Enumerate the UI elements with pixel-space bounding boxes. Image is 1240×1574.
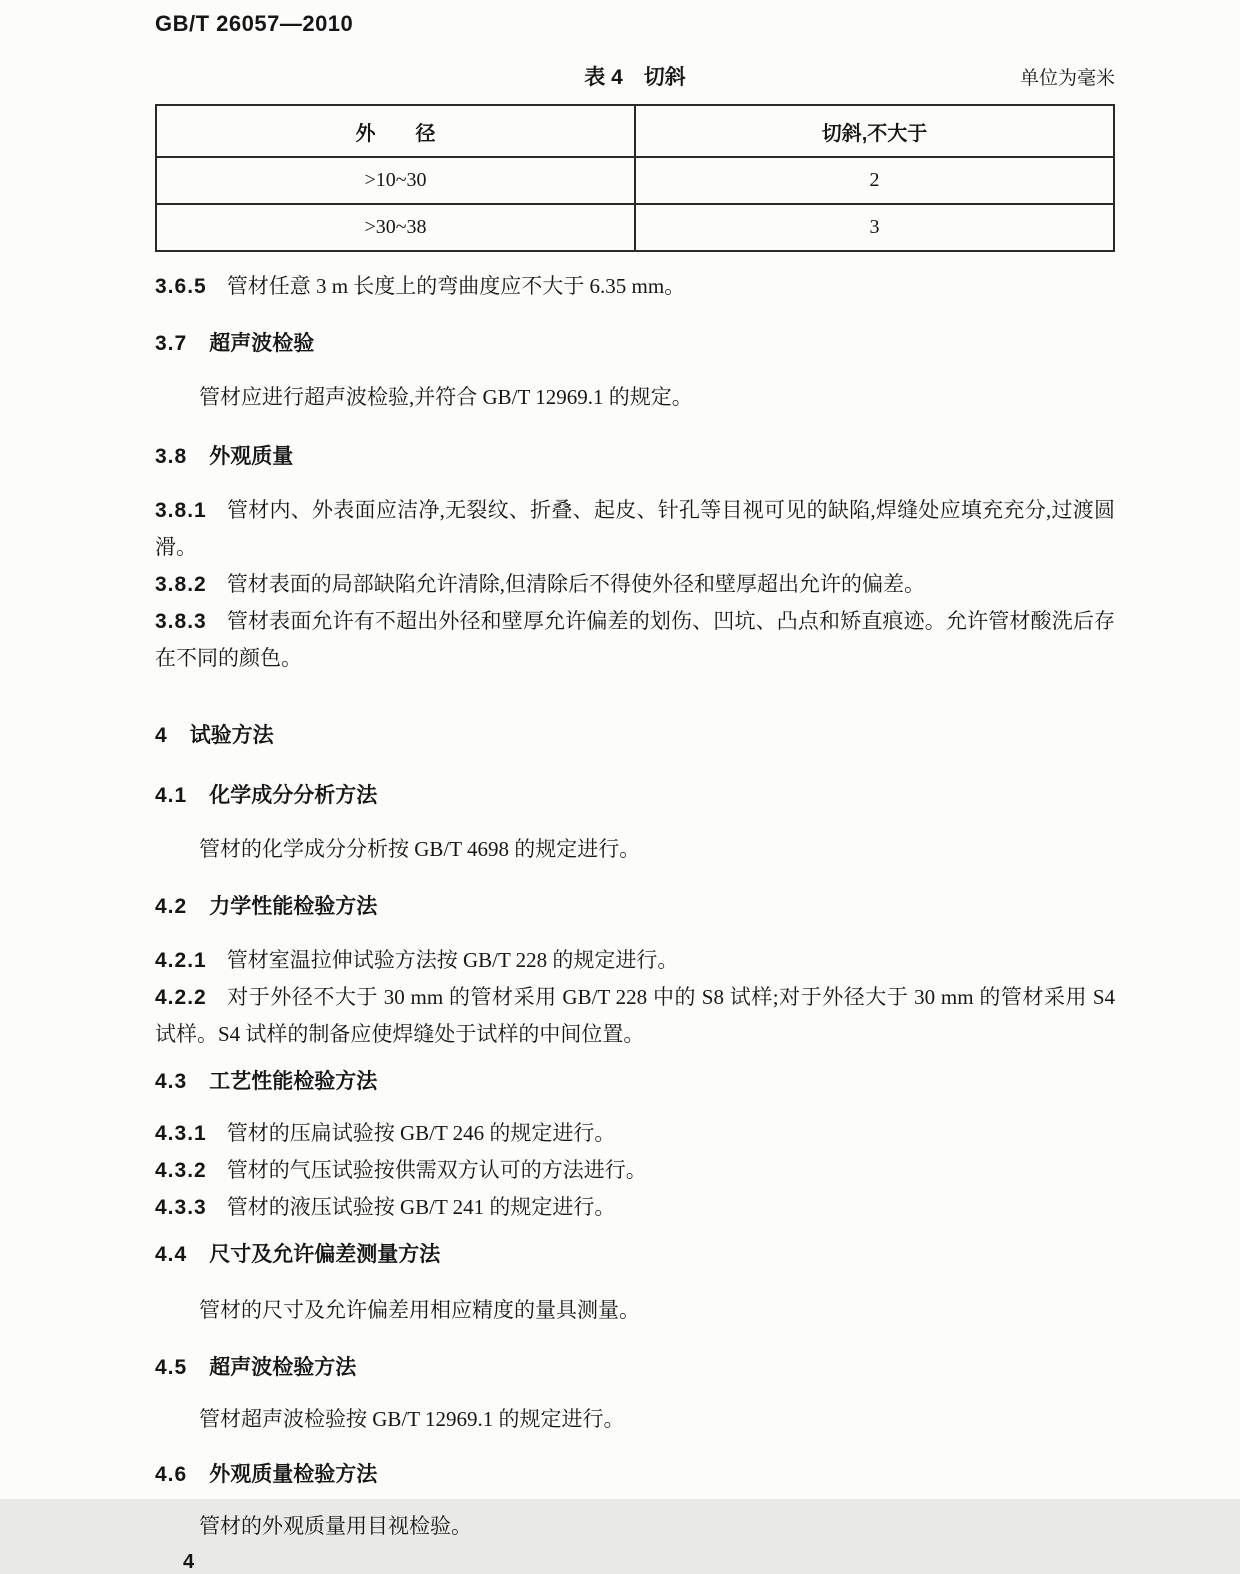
table-row (156, 157, 1114, 204)
heading-number: 4.5 (155, 1356, 188, 1379)
clause-3-8-2 (155, 566, 1115, 603)
heading-4-6 (155, 1460, 1115, 1490)
heading-number: 4.4 (155, 1243, 188, 1266)
clause-4-2-1 (155, 942, 1115, 979)
table-row (156, 204, 1114, 251)
paragraph-4-5: 管材超声波检验按 GB/T 12969.1 的规定进行。 (199, 1407, 625, 1431)
table-unit-note: 单位为毫米 (1019, 68, 1115, 89)
clause-text: 管材室温拉伸试验方法按 GB/T 228 的规定进行。 (226, 948, 679, 972)
page-number: 4 (183, 1551, 195, 1573)
heading-4-5 (155, 1353, 1115, 1383)
heading-title: 力学性能检验方法 (209, 895, 378, 918)
clause-4-3-1 (155, 1115, 1115, 1152)
heading-title: 尺寸及允许偏差测量方法 (209, 1243, 441, 1266)
clause-number: 3.8.2 (155, 573, 207, 596)
heading-4-2 (155, 892, 1115, 922)
table-header (156, 105, 1114, 157)
clause-4-3-2 (155, 1152, 1115, 1189)
paragraph-4-4: 管材的尺寸及允许偏差用相应精度的量具测量。 (199, 1298, 640, 1322)
clause-text: 管材表面允许有不超出外径和壁厚允许偏差的划伤、凹坑、凸点和矫直痕迹。允许管材酸洗后存在不同的颜色。 (155, 609, 1115, 670)
table-body (156, 157, 1114, 251)
paragraph-3-7: 管材应进行超声波检验,并符合 GB/T 12969.1 的规定。 (199, 385, 693, 409)
heading-number: 4 (155, 724, 168, 747)
chapter-heading-4 (155, 721, 1115, 751)
standard-number-header: GB/T 26057—2010 (155, 11, 354, 36)
clause-4-3-3 (155, 1189, 1115, 1226)
clause-text: 管材的压扁试验按 GB/T 246 的规定进行。 (226, 1121, 616, 1145)
heading-4-3 (155, 1067, 1115, 1097)
clause-text: 对于外径不大于 30 mm 的管材采用 GB/T 228 中的 S8 试样;对于外径大于 30 mm 的管材采用 S4 试样。S4 试样的制备应使焊缝处于试样的中间位置。 (155, 985, 1115, 1046)
clause-number: 3.8.1 (155, 499, 207, 522)
cell-outer-diameter: >10~30 (156, 157, 635, 204)
table-caption-row (155, 64, 1115, 94)
clause-3-8-3 (155, 603, 1115, 677)
heading-title: 外观质量 (209, 445, 294, 468)
cell-outer-diameter: >30~38 (156, 204, 635, 251)
cell-max-slant: 2 (635, 157, 1114, 204)
table-caption: 表 4 切斜 (584, 66, 686, 89)
clause-text: 管材任意 3 m 长度上的弯曲度应不大于 6.35 mm。 (226, 274, 686, 298)
clause-text: 管材的气压试验按供需双方认可的方法进行。 (226, 1158, 647, 1182)
heading-title: 试验方法 (189, 724, 274, 747)
clause-number: 3.8.3 (155, 610, 207, 633)
heading-number: 3.8 (155, 445, 188, 468)
heading-3-7 (155, 329, 1115, 359)
clause-3-8-1 (155, 492, 1115, 566)
clause-number: 4.3.3 (155, 1196, 207, 1219)
clause-text: 管材表面的局部缺陷允许清除,但清除后不得使外径和壁厚超出允许的偏差。 (226, 572, 925, 596)
heading-number: 4.3 (155, 1070, 188, 1093)
heading-title: 外观质量检验方法 (209, 1463, 378, 1486)
column-header-max-slant: 切斜,不大于 (635, 105, 1114, 157)
heading-3-8 (155, 442, 1115, 472)
heading-number: 4.6 (155, 1463, 188, 1486)
heading-title: 工艺性能检验方法 (209, 1070, 378, 1093)
clause-4-2-2 (155, 979, 1115, 1053)
cut-slant-table (155, 104, 1115, 252)
clause-number: 4.3.1 (155, 1122, 207, 1145)
heading-number: 4.2 (155, 895, 188, 918)
heading-title: 超声波检验 (209, 332, 315, 355)
heading-title: 超声波检验方法 (209, 1356, 357, 1379)
table-header-row (156, 105, 1114, 157)
column-header-outer-diameter: 外 径 (156, 105, 635, 157)
heading-number: 4.1 (155, 784, 188, 807)
clause-number: 4.3.2 (155, 1159, 207, 1182)
clause-number: 3.6.5 (155, 275, 207, 298)
clause-3-6-5 (155, 268, 1115, 305)
heading-number: 3.7 (155, 332, 188, 355)
clause-text: 管材的液压试验按 GB/T 241 的规定进行。 (226, 1195, 616, 1219)
clause-number: 4.2.1 (155, 949, 207, 972)
paragraph-4-6: 管材的外观质量用目视检验。 (199, 1514, 472, 1538)
heading-title: 化学成分分析方法 (209, 784, 378, 807)
heading-4-1 (155, 781, 1115, 811)
clause-number: 4.2.2 (155, 986, 207, 1009)
clause-text: 管材内、外表面应洁净,无裂纹、折叠、起皮、针孔等目视可见的缺陷,焊缝处应填充充分,过渡圆滑。 (155, 498, 1115, 559)
heading-4-4 (155, 1240, 1115, 1270)
paragraph-4-1: 管材的化学成分分析按 GB/T 4698 的规定进行。 (199, 837, 641, 861)
cell-max-slant: 3 (635, 204, 1114, 251)
